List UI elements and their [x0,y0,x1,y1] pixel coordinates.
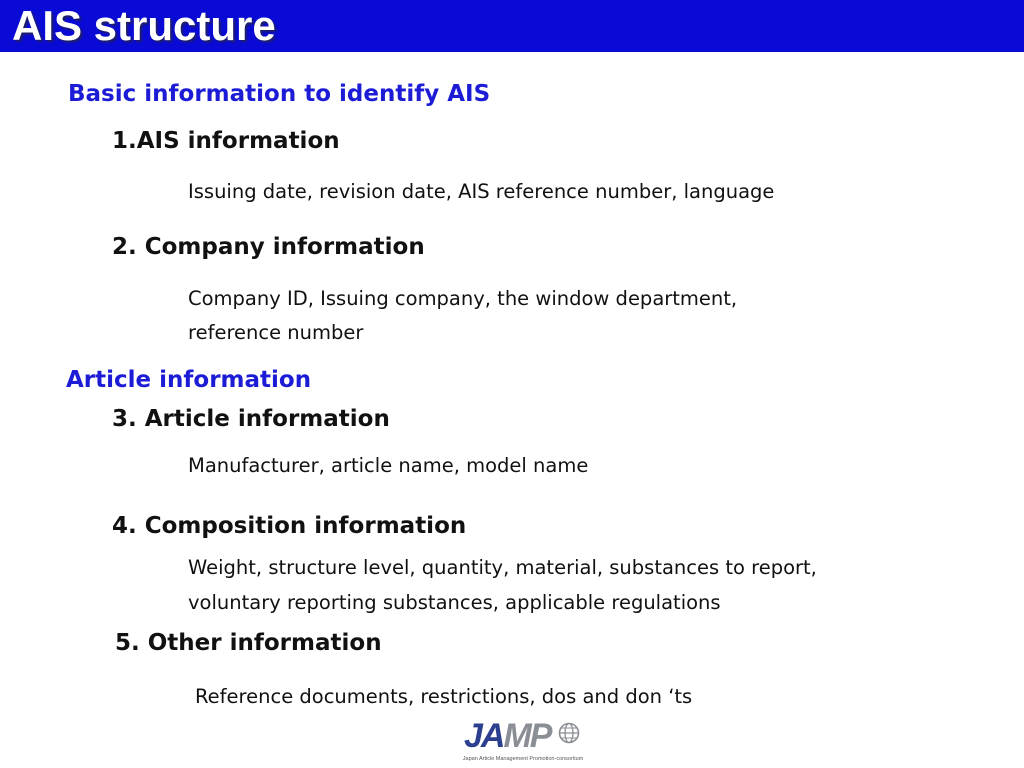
globe-icon [558,722,580,744]
section-heading-article-information: Article information [66,367,312,393]
item-description-composition-information-line-1: Weight, structure level, quantity, material, substances to report, [188,556,817,579]
item-heading-ais-information: 1.AIS information [112,128,340,154]
item-description-other-information: Reference documents, restrictions, dos and don ‘ts [195,685,693,708]
logo-wordmark-part2: MP [503,717,551,755]
logo-tagline: Japan Article Management Promotion-consortium [462,756,584,762]
jamp-logo [458,716,588,766]
item-heading-article-information: 3. Article information [112,406,390,432]
title-bar [0,0,1024,52]
item-description-composition-information-line-2: voluntary reporting substances, applicable regulations [188,591,721,614]
logo-wordmark-part1: JA [464,717,504,755]
slide-title: AIS structure [12,2,276,49]
item-description-company-information-line-1: Company ID, Issuing company, the window department, [188,287,738,310]
item-description-article-information: Manufacturer, article name, model name [188,454,589,477]
item-heading-company-information: 2. Company information [112,234,425,260]
logo-wordmark [464,716,550,756]
item-heading-composition-information: 4. Composition information [112,513,467,539]
section-heading-basic-information: Basic information to identify AIS [68,81,491,107]
item-heading-other-information: 5. Other information [115,630,382,656]
item-description-company-information-line-2: reference number [188,321,364,344]
item-description-ais-information: Issuing date, revision date, AIS reference number, language [188,180,775,203]
